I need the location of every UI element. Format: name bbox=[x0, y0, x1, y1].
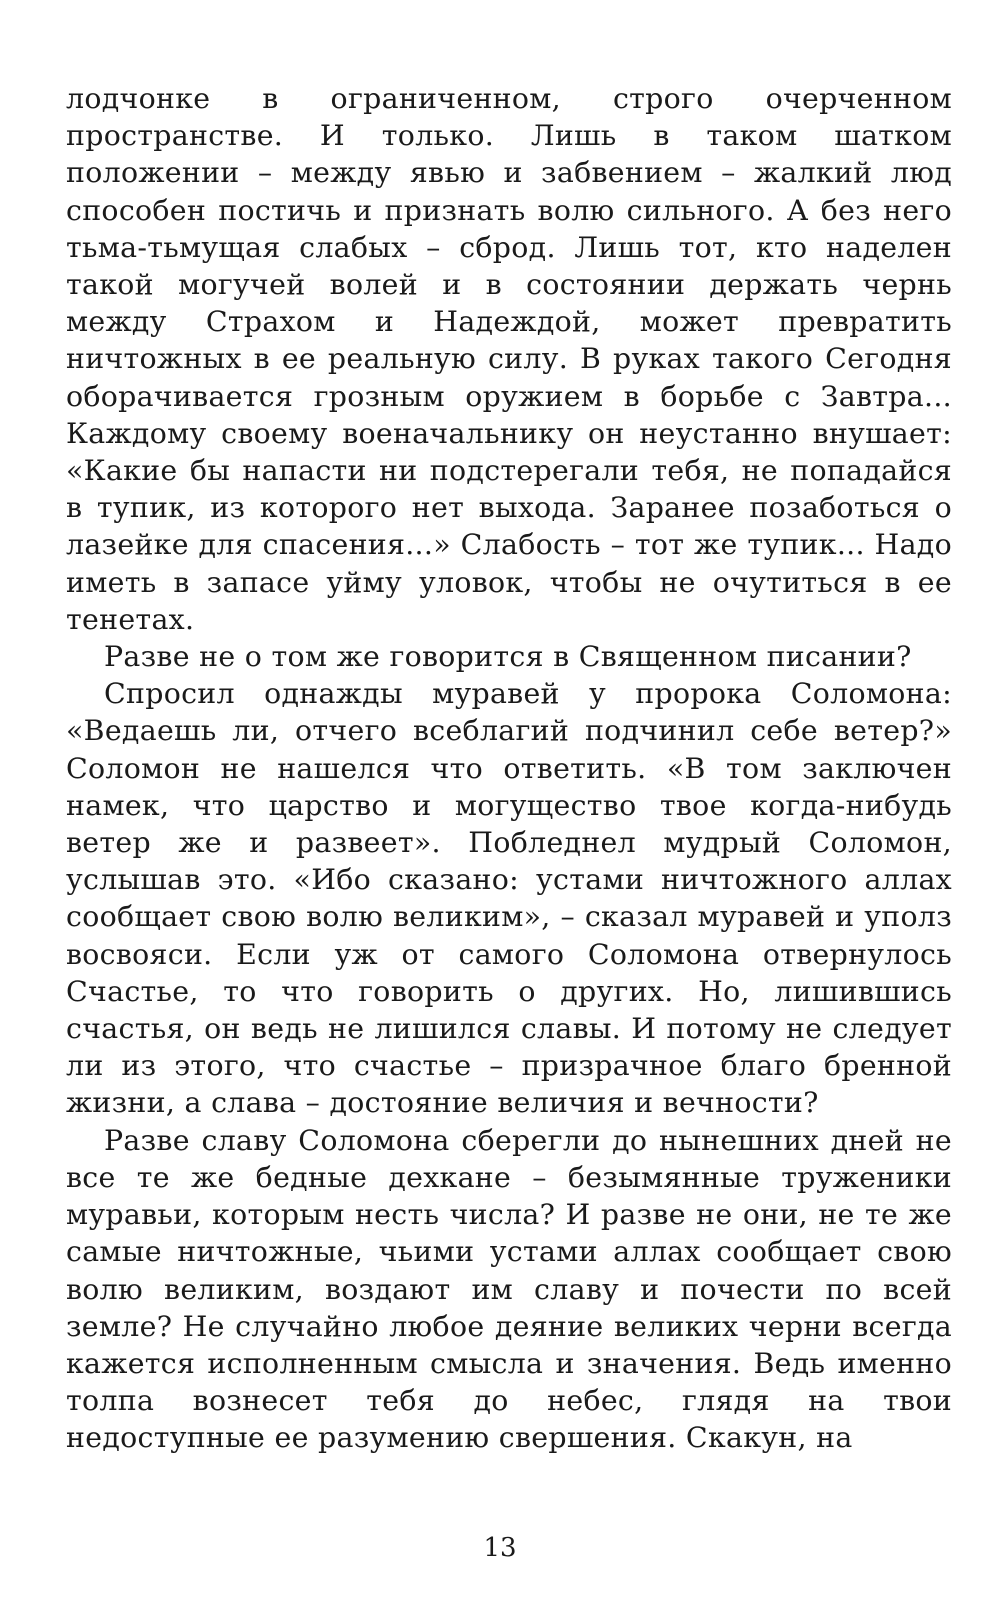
paragraph-4: Разве славу Соломона сберегли до нынешних дней не все те же бедные дехкане – безымянные труженики муравьи, которым несть числа? И разве не они, не те же самые ничтожные, чьими устами аллах сообщает свою волю великим, воздают им славу и почести по всей земле? Не случайно любое деяние великих черни всегда кажется исполненным смысла и значения. Ведь именно толпа вознесет тебя до небес, глядя на твои недоступные ее разумению свершения. Скакун, на bbox=[66, 1123, 952, 1455]
paragraph-3: Спросил однажды муравей у пророка Соломона: «Ведаешь ли, отчего всеблагий подчинил себе ветер?» Соломон не нашелся что ответить. «В том заключен намек, что царство и могущество твое когда-нибудь ветер же и развеет». Побледнел мудрый Соломон, услышав это. «Ибо сказано: устами ничтожного аллах сообщает свою волю великим», – сказал муравей и уполз восвояси. Если уж от самого Соломона отвернулось Счастье, то что говорить о других. Но, лишившись счастья, он ведь не лишился славы. И потому не следует ли из этого, что счастье – призрачное благо бренной жизни, а слава – достояние величия и вечности? bbox=[66, 677, 952, 1120]
paragraph-2: Разве не о том же говорится в Священном писании? bbox=[104, 640, 912, 674]
page-number: 13 bbox=[483, 1533, 517, 1563]
paragraph-1: лодчонке в ограниченном, строго очерченном пространстве. И только. Лишь в таком шатком положении – между явью и забвением – жалкий люд способен постичь и признать волю сильного. А без него тьма-тьмущая слабых – сброд. Лишь тот, кто наделен такой могучей волей и в состоянии держать чернь между Страхом и Надеждой, может превратить ничтожных в ее реальную силу. В руках такого Сегодня оборачивается грозным оружием в борьбе с Завтра... Каждому своему военачальнику он неустанно внушает: «Какие бы напасти ни подстерегали тебя, не попадайся в тупик, из которого нет выхода. Заранее позаботься о лазейке для спасения...» Слабость – тот же тупик... Надо иметь в запасе уйму уловок, чтобы не очутиться в ее тенетах. bbox=[66, 82, 952, 636]
page-body bbox=[66, 80, 952, 1457]
